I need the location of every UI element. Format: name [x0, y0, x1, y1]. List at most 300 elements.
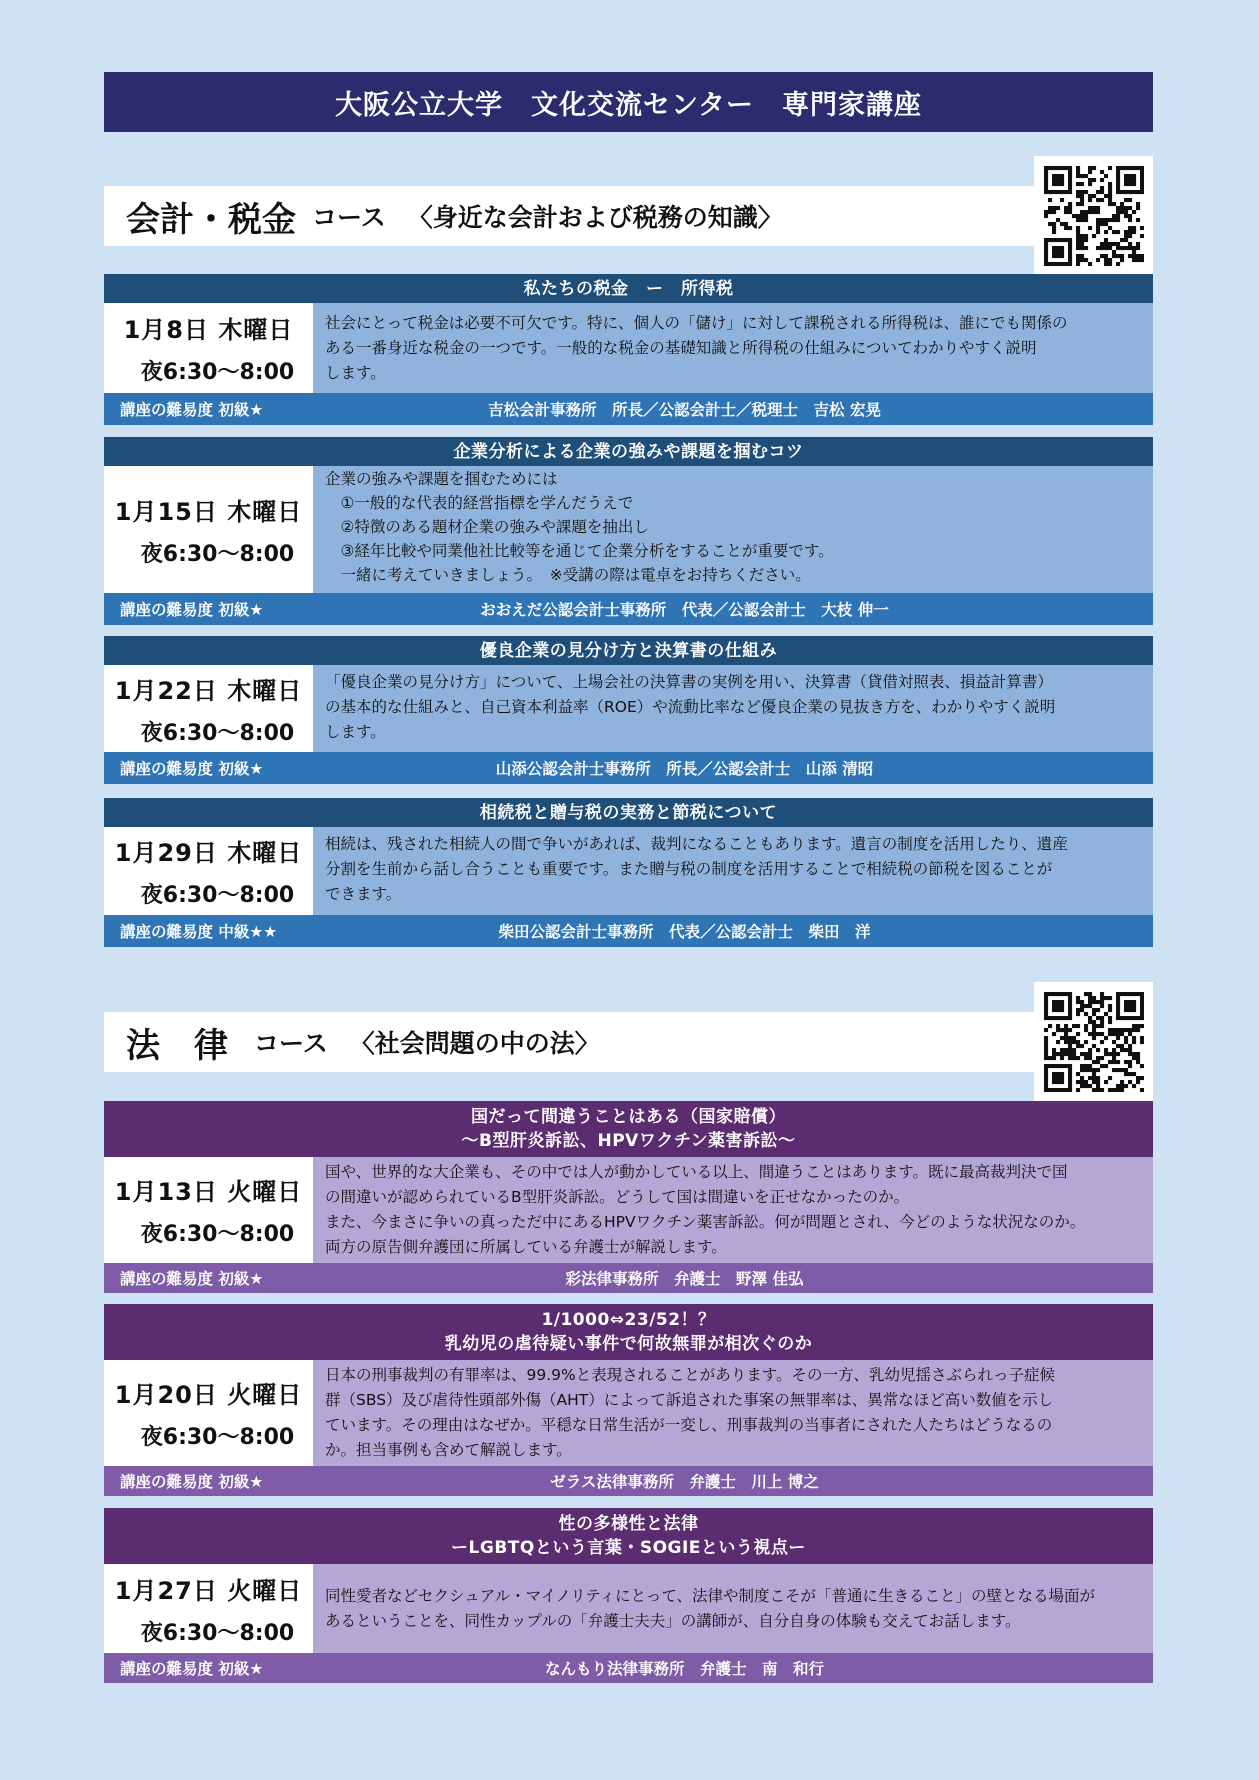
qr-module	[1124, 1048, 1128, 1052]
qr-module	[1068, 1008, 1072, 1012]
qr-module	[1096, 1076, 1100, 1080]
qr-module	[1096, 1060, 1100, 1064]
qr-module	[1060, 190, 1064, 194]
qr-module	[1044, 1016, 1048, 1020]
qr-module	[1140, 1000, 1144, 1004]
qr-module	[1116, 1044, 1120, 1048]
qr-module	[1052, 1016, 1056, 1020]
qr-module	[1056, 1076, 1060, 1080]
qr-module	[1124, 206, 1128, 210]
qr-module	[1128, 254, 1132, 258]
qr-module	[1052, 1056, 1056, 1060]
description-line: ②特徴のある題材企業の強みや課題を抽出し	[325, 518, 649, 536]
qr-module	[1132, 1024, 1136, 1028]
lecturer: 吉松会計事務所 所長／公認会計士／税理士 吉松 宏晃	[488, 401, 881, 419]
qr-module	[1080, 1052, 1084, 1056]
qr-module	[1048, 1088, 1052, 1092]
qr-module	[1132, 1000, 1136, 1004]
difficulty-level: 講座の難易度 中級★★	[120, 923, 278, 941]
qr-module	[1044, 182, 1048, 186]
qr-module	[1044, 178, 1048, 182]
qr-module	[1064, 222, 1068, 226]
qr-module	[1124, 1004, 1128, 1008]
qr-module	[1056, 1064, 1060, 1068]
lecture-datetime	[104, 1360, 313, 1466]
qr-module	[1064, 1036, 1068, 1040]
qr-module	[1096, 190, 1100, 194]
qr-module	[1096, 1084, 1100, 1088]
qr-module	[1116, 186, 1120, 190]
qr-module	[1092, 210, 1096, 214]
qr-module	[1072, 1024, 1076, 1028]
lecture-description	[313, 1157, 1153, 1263]
qr-module	[1124, 1060, 1128, 1064]
qr-module	[1088, 1068, 1092, 1072]
qr-module	[1068, 178, 1072, 182]
qr-module	[1080, 1044, 1084, 1048]
qr-module	[1080, 174, 1084, 178]
qr-module	[1100, 170, 1104, 174]
qr-module	[1056, 262, 1060, 266]
qr-module	[1076, 1024, 1080, 1028]
qr-module	[1092, 1020, 1096, 1024]
lecture-date: 1月15日 木曜日	[114, 497, 303, 526]
qr-module	[1116, 182, 1120, 186]
qr-module	[1068, 1088, 1072, 1092]
qr-module	[1044, 262, 1048, 266]
qr-module	[1124, 210, 1128, 214]
difficulty-level: 講座の難易度 初級★	[120, 401, 264, 419]
qr-module	[1060, 1036, 1064, 1040]
qr-module	[1044, 1012, 1048, 1016]
qr-module	[1052, 166, 1056, 170]
description-line: 群（SBS）及び虐待性頭部外傷（AHT）によって訴追された事案の無罪率は、異常なほど高い数値を示し	[325, 1391, 1054, 1409]
qr-module	[1108, 190, 1112, 194]
qr-module	[1140, 1012, 1144, 1016]
qr-module	[1140, 1024, 1144, 1028]
qr-module	[1080, 1080, 1084, 1084]
qr-module	[1044, 1080, 1048, 1084]
qr-module	[1068, 254, 1072, 258]
qr-module	[1088, 1056, 1092, 1060]
qr-module	[1080, 254, 1084, 258]
qr-module	[1108, 1004, 1112, 1008]
qr-module	[1108, 1088, 1112, 1092]
qr-module	[1088, 1016, 1092, 1020]
qr-module	[1052, 182, 1056, 186]
qr-module	[1100, 1024, 1104, 1028]
qr-module	[1076, 194, 1080, 198]
qr-module	[1112, 230, 1116, 234]
qr-module	[1112, 1056, 1116, 1060]
qr-module	[1092, 1060, 1096, 1064]
qr-module	[1120, 166, 1124, 170]
lecture-title	[104, 1508, 1153, 1564]
qr-module	[1140, 1008, 1144, 1012]
qr-module	[1112, 250, 1116, 254]
qr-module	[1080, 246, 1084, 250]
qr-module	[1140, 174, 1144, 178]
qr-module	[1052, 222, 1056, 226]
qr-module	[1088, 194, 1092, 198]
qr-module	[1068, 246, 1072, 250]
lecturer: 山添公認会計士事務所 所長／公認会計士 山添 清昭	[495, 760, 874, 778]
qr-module	[1124, 178, 1128, 182]
qr-module	[1132, 1072, 1136, 1076]
qr-module	[1128, 1080, 1132, 1084]
qr-module	[1140, 1064, 1144, 1068]
qr-module	[1056, 1028, 1060, 1032]
qr-module	[1048, 238, 1052, 242]
qr-module	[1116, 1028, 1120, 1032]
qr-module	[1048, 992, 1052, 996]
qr-module	[1136, 166, 1140, 170]
qr-module	[1096, 230, 1100, 234]
qr-module	[1048, 262, 1052, 266]
qr-module	[1116, 218, 1120, 222]
qr-module	[1128, 1016, 1132, 1020]
qr-module	[1096, 226, 1100, 230]
qr-module	[1088, 1048, 1092, 1052]
qr-module	[1044, 1000, 1048, 1004]
qr-module	[1068, 1076, 1072, 1080]
description-line: 日本の刑事裁判の有罪率は、99.9%と表現されることがあります。その一方、乳幼児揺さぶられっ子症候	[325, 1366, 1056, 1384]
qr-module	[1092, 1072, 1096, 1076]
qr-module	[1136, 1024, 1140, 1028]
qr-module	[1140, 182, 1144, 186]
qr-module	[1084, 1056, 1088, 1060]
description-line: 国や、世界的な大企業も、その中では人が動かしている以上、間違うことはあります。既に最高裁判決で国	[325, 1163, 1068, 1181]
qr-module	[1096, 1068, 1100, 1072]
qr-module	[1136, 254, 1140, 258]
qr-code-icon	[1044, 166, 1144, 266]
lecture-time: 夜6:30～8:00	[140, 720, 295, 746]
qr-module	[1044, 1036, 1048, 1040]
qr-module	[1112, 202, 1116, 206]
qr-module	[1088, 226, 1092, 230]
qr-module	[1120, 246, 1124, 250]
difficulty-level: 講座の難易度 初級★	[120, 601, 264, 619]
qr-module	[1064, 1024, 1068, 1028]
qr-module	[1128, 198, 1132, 202]
qr-module	[1128, 1064, 1132, 1068]
qr-module	[1132, 1052, 1136, 1056]
qr-module	[1136, 242, 1140, 246]
qr-module	[1068, 242, 1072, 246]
qr-module	[1052, 1064, 1056, 1068]
qr-module	[1052, 238, 1056, 242]
course-name: 法 律	[126, 1025, 228, 1066]
lecture-title-line: ～B型肝炎訴訟、HPVワクチン薬害訴訟～	[461, 1131, 796, 1151]
qr-module	[1100, 1020, 1104, 1024]
qr-module	[1048, 222, 1052, 226]
qr-module	[1044, 1048, 1048, 1052]
qr-module	[1136, 202, 1140, 206]
qr-module	[1136, 1060, 1140, 1064]
qr-module	[1116, 170, 1120, 174]
qr-module	[1128, 1008, 1132, 1012]
qr-module	[1128, 1044, 1132, 1048]
qr-module	[1108, 1060, 1112, 1064]
qr-module	[1076, 1088, 1080, 1092]
lecture-date: 1月27日 火曜日	[114, 1576, 303, 1605]
qr-module	[1068, 1084, 1072, 1088]
qr-module	[1104, 174, 1108, 178]
qr-module	[1056, 1080, 1060, 1084]
qr-module	[1080, 234, 1084, 238]
qr-module	[1060, 1008, 1064, 1012]
qr-module	[1136, 1080, 1140, 1084]
qr-module	[1084, 246, 1088, 250]
qr-module	[1088, 198, 1092, 202]
qr-module	[1064, 210, 1068, 214]
qr-module	[1044, 1008, 1048, 1012]
lecture-title	[104, 1101, 1153, 1157]
qr-module	[1080, 202, 1084, 206]
lecture-card	[104, 1101, 1153, 1293]
qr-module	[1104, 238, 1108, 242]
qr-module	[1140, 234, 1144, 238]
qr-module	[1140, 178, 1144, 182]
description-line: 企業の強みや課題を掴むためには	[325, 470, 558, 488]
qr-module	[1136, 218, 1140, 222]
qr-module	[1044, 1068, 1048, 1072]
qr-module	[1080, 1008, 1084, 1012]
qr-module	[1116, 178, 1120, 182]
qr-module	[1044, 174, 1048, 178]
qr-module	[1092, 1044, 1096, 1048]
qr-module	[1068, 1052, 1072, 1056]
qr-module	[1124, 1068, 1128, 1072]
qr-module	[1128, 230, 1132, 234]
qr-module	[1116, 214, 1120, 218]
qr-module	[1068, 250, 1072, 254]
qr-module	[1088, 1032, 1092, 1036]
qr-module	[1092, 1028, 1096, 1032]
qr-module	[1120, 210, 1124, 214]
qr-module	[1088, 1020, 1092, 1024]
qr-module	[1052, 1000, 1056, 1004]
qr-module	[1084, 1080, 1088, 1084]
qr-module	[1064, 1088, 1068, 1092]
qr-module	[1064, 190, 1068, 194]
qr-module	[1080, 1068, 1084, 1072]
qr-module	[1080, 194, 1084, 198]
qr-module	[1116, 1012, 1120, 1016]
lecture-date: 1月29日 木曜日	[114, 839, 303, 867]
qr-module	[1132, 254, 1136, 258]
lecture-date: 1月20日 火曜日	[114, 1381, 303, 1409]
lecture-date: 1月22日 木曜日	[114, 676, 303, 705]
qr-module	[1132, 190, 1136, 194]
qr-module	[1088, 1000, 1092, 1004]
qr-module	[1068, 1072, 1072, 1076]
qr-module	[1084, 218, 1088, 222]
qr-module	[1096, 218, 1100, 222]
qr-module	[1116, 262, 1120, 266]
qr-module	[1100, 186, 1104, 190]
qr-module	[1080, 1000, 1084, 1004]
qr-module	[1076, 254, 1080, 258]
qr-module	[1048, 190, 1052, 194]
qr-module	[1064, 1048, 1068, 1052]
difficulty-level: 講座の難易度 初級★	[120, 760, 264, 778]
qr-module	[1052, 1048, 1056, 1052]
lecture-title	[104, 798, 1153, 827]
qr-module	[1076, 202, 1080, 206]
qr-module	[1136, 1016, 1140, 1020]
qr-module	[1088, 1052, 1092, 1056]
qr-module	[1104, 1064, 1108, 1068]
qr-module	[1072, 1036, 1076, 1040]
qr-module	[1068, 1016, 1072, 1020]
qr-module	[1076, 996, 1080, 1000]
qr-module	[1052, 190, 1056, 194]
qr-module	[1060, 1064, 1064, 1068]
qr-module	[1076, 1032, 1080, 1036]
qr-module	[1120, 1080, 1124, 1084]
qr-code-icon[interactable]	[1034, 982, 1153, 1101]
qr-module	[1100, 1040, 1104, 1044]
qr-module	[1088, 210, 1092, 214]
qr-module	[1120, 1084, 1124, 1088]
qr-module	[1064, 1064, 1068, 1068]
description-line: します。	[325, 364, 386, 382]
course-header-law	[104, 1012, 1034, 1072]
qr-module	[1060, 262, 1064, 266]
qr-module	[1068, 226, 1072, 230]
qr-module	[1060, 1072, 1064, 1076]
qr-module	[1128, 174, 1132, 178]
lecture-title-line: 国だって間違うことはある（国家賠償）	[471, 1107, 786, 1127]
qr-module	[1052, 262, 1056, 266]
qr-module	[1092, 1068, 1096, 1072]
qr-module	[1056, 1024, 1060, 1028]
qr-module	[1132, 182, 1136, 186]
lecture-time: 夜6:30～8:00	[140, 1425, 295, 1450]
qr-module	[1080, 218, 1084, 222]
qr-module	[1084, 1052, 1088, 1056]
qr-module	[1120, 1044, 1124, 1048]
qr-module	[1052, 174, 1056, 178]
qr-module	[1056, 218, 1060, 222]
lecture-description	[313, 1360, 1153, 1466]
lecture-card	[104, 798, 1153, 947]
qr-module	[1044, 1076, 1048, 1080]
qr-module	[1084, 238, 1088, 242]
qr-module	[1068, 1028, 1072, 1032]
lecture-title-line: 乳幼児の虐待疑い事件で何故無罪が相次ぐのか	[444, 1334, 813, 1354]
qr-module	[1116, 1088, 1120, 1092]
qr-module	[1120, 254, 1124, 258]
qr-module	[1128, 1000, 1132, 1004]
qr-module	[1060, 222, 1064, 226]
qr-module	[1132, 178, 1136, 182]
qr-module	[1140, 226, 1144, 230]
qr-module	[1096, 222, 1100, 226]
qr-module	[1124, 1036, 1128, 1040]
lecture-description	[313, 303, 1153, 393]
qr-module	[1112, 254, 1116, 258]
qr-module	[1096, 258, 1100, 262]
lecture-description	[313, 665, 1153, 752]
qr-module	[1056, 166, 1060, 170]
qr-module	[1112, 1040, 1116, 1044]
qr-module	[1136, 1052, 1140, 1056]
qr-module	[1104, 1048, 1108, 1052]
qr-module	[1076, 1056, 1080, 1060]
description-line: か。担当事例も含めて解説します。	[325, 1441, 572, 1459]
qr-module	[1084, 1004, 1088, 1008]
difficulty-level: 講座の難易度 初級★	[120, 1473, 264, 1491]
qr-module	[1060, 992, 1064, 996]
qr-module	[1076, 242, 1080, 246]
qr-module	[1060, 1080, 1064, 1084]
qr-module	[1116, 1004, 1120, 1008]
qr-module	[1092, 194, 1096, 198]
qr-module	[1100, 1032, 1104, 1036]
lecture-title-line: 企業分析による企業の強みや課題を掴むコツ	[453, 441, 804, 462]
lecture-card	[104, 636, 1153, 784]
qr-module	[1100, 242, 1104, 246]
qr-module	[1080, 238, 1084, 242]
qr-module	[1052, 1032, 1056, 1036]
qr-module	[1072, 1040, 1076, 1044]
qr-module	[1132, 1008, 1136, 1012]
qr-module	[1056, 992, 1060, 996]
qr-module	[1112, 1028, 1116, 1032]
description-line: ています。その理由はなぜか。平穏な日常生活が一変し、刑事裁判の当事者にされた人たちはどうなるの	[325, 1416, 1053, 1434]
qr-module	[1104, 1052, 1108, 1056]
description-line: 両方の原告側弁護団に所属している弁護士が解説します。	[325, 1238, 727, 1256]
description-line: できます。	[325, 885, 402, 903]
qr-module	[1076, 1044, 1080, 1048]
course-name: 会計・税金	[126, 199, 296, 240]
qr-module	[1140, 992, 1144, 996]
qr-module	[1052, 1052, 1056, 1056]
qr-module	[1128, 1048, 1132, 1052]
qr-module	[1096, 1008, 1100, 1012]
description-line: また、今まさに争いの真っただ中にあるHPVワクチン薬害訴訟。何が問題とされ、今どのような状況なのか。	[325, 1213, 1086, 1231]
qr-module	[1056, 1016, 1060, 1020]
qr-module	[1124, 1028, 1128, 1032]
lecture-description	[313, 466, 1153, 593]
description-line: の間違いが認められているB型肝炎訴訟。どうして国は間違いを正せなかったのか。	[325, 1188, 910, 1206]
qr-module	[1084, 1064, 1088, 1068]
lecture-datetime	[104, 665, 313, 752]
qr-module	[1108, 166, 1112, 170]
page-title: 大阪公立大学 文化交流センター 専門家講座	[104, 72, 1153, 132]
qr-module	[1068, 1064, 1072, 1068]
qr-module	[1076, 1000, 1080, 1004]
qr-module	[1076, 238, 1080, 242]
lecturer: 柴田公認会計士事務所 代表／公認会計士 柴田 洋	[498, 923, 871, 941]
qr-module	[1132, 1028, 1136, 1032]
qr-module	[1064, 262, 1068, 266]
qr-module	[1108, 1032, 1112, 1036]
qr-module	[1128, 1052, 1132, 1056]
qr-module	[1100, 1064, 1104, 1068]
qr-module	[1088, 1084, 1092, 1088]
qr-module	[1088, 262, 1092, 266]
qr-module	[1068, 190, 1072, 194]
qr-module	[1044, 170, 1048, 174]
qr-module	[1104, 218, 1108, 222]
qr-code-icon[interactable]	[1034, 156, 1153, 275]
qr-module	[1092, 1008, 1096, 1012]
qr-module	[1072, 1056, 1076, 1060]
qr-module	[1052, 1080, 1056, 1084]
